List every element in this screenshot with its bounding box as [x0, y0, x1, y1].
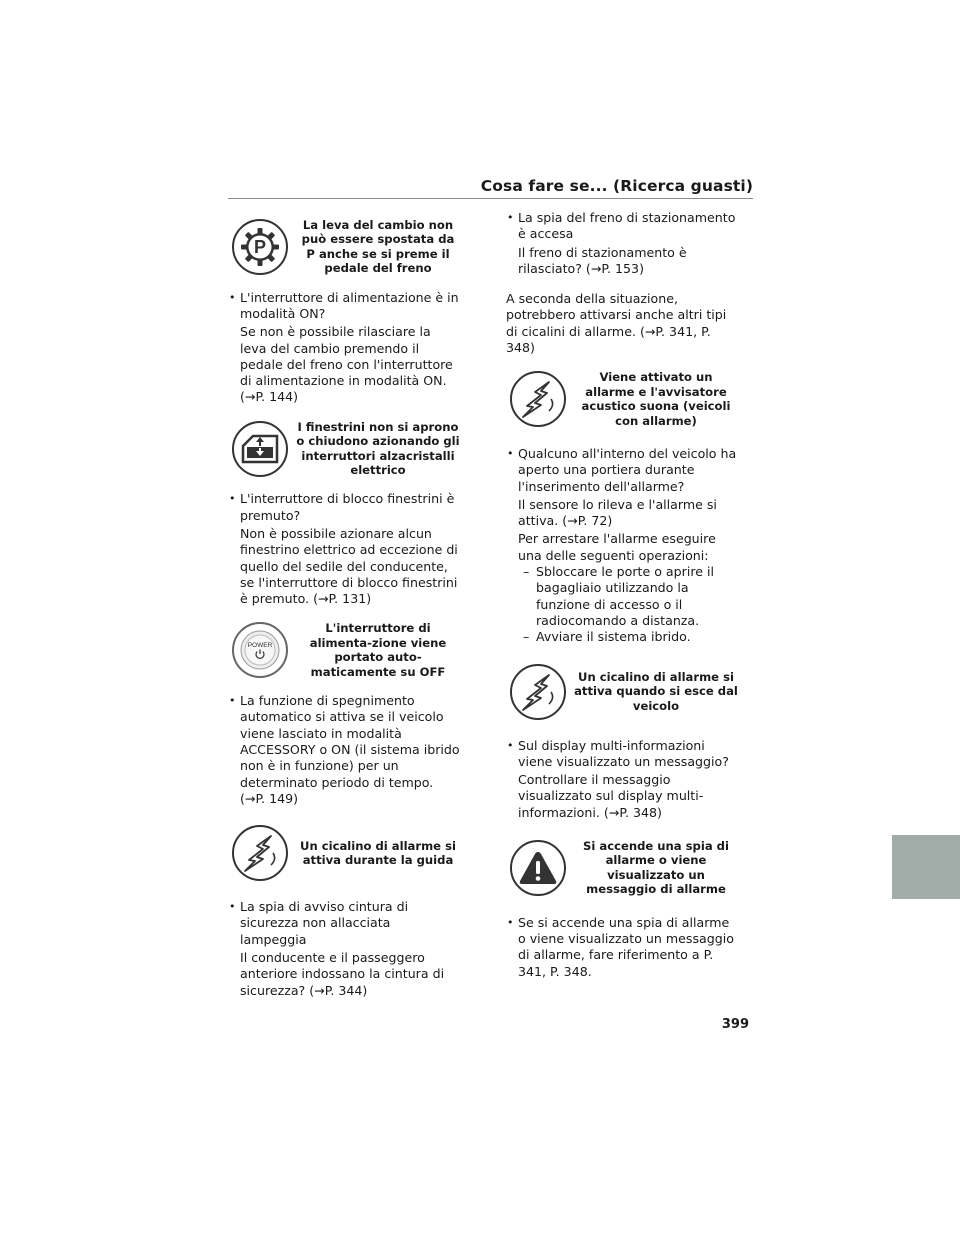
check-answer: Se non è possibile rilasciare la leva del cambio premendo il pedale del freno con l'interruttore di alimentazione in modalità ON. (→P. 144)	[240, 324, 453, 405]
symptom-title: Si accende una spia di allarme o viene visualizzato un messaggio di allarme	[583, 839, 729, 897]
left-column	[228, 218, 460, 1013]
p-gear-icon	[232, 219, 288, 275]
check-question: • La spia del freno di stazionamento è accesa	[506, 210, 738, 243]
check-item	[228, 899, 460, 999]
symptom-title: Viene attivato un allarme e l'avvisatore acustico suona (veicoli con allarme)	[581, 370, 731, 428]
symptom-title: Un cicalino di allarme si attiva durante la guida	[300, 838, 456, 868]
symptom-block	[506, 839, 738, 897]
check-answer: Il sensore lo rileva e l'allarme si attiva. (→P. 72)	[518, 496, 717, 529]
check-question: • Se si accende una spia di allarme o viene visualizzato un messaggio di allarme, fare riferimento a P. 341, P. 348.	[506, 915, 738, 980]
check-item	[228, 491, 460, 607]
check-question: • Qualcuno all'interno del veicolo ha aperto una portiera durante l'inserimento dell'allarme?	[506, 446, 738, 495]
check-question: • L'interruttore di alimentazione è in modalità ON?	[228, 290, 460, 323]
check-question: • Sul display multi-informazioni viene visualizzato un messaggio?	[506, 738, 738, 771]
symptom-block	[228, 621, 460, 679]
power-button-label: POWER	[247, 642, 273, 650]
check-answer: Il conducente e il passeggero anteriore indossano la cintura di sicurezza? (→P. 344)	[240, 950, 445, 998]
symptom-block	[228, 218, 460, 276]
symptom-block	[506, 370, 738, 428]
check-item	[228, 290, 460, 406]
warning-triangle-icon	[510, 840, 566, 896]
header-rule	[228, 198, 753, 199]
page-header-title: Cosa fare se... (Ricerca guasti)	[480, 177, 753, 195]
dash-list-item: – Avviare il sistema ibrido.	[506, 629, 738, 645]
check-item	[228, 693, 460, 807]
svg-text:P: P	[253, 236, 267, 257]
power-window-icon	[232, 421, 288, 477]
section-side-tab	[892, 835, 960, 899]
check-item	[506, 738, 738, 821]
check-answer: Il freno di stazionamento è rilasciato? (→P. 153)	[518, 244, 687, 276]
check-item	[506, 915, 738, 980]
info-paragraph: A seconda della situazione, potrebbero attivarsi anche altri tipi di cicalini di allarme. (→P. 341, P. 348)	[506, 291, 727, 356]
right-column	[506, 210, 738, 994]
symptom-block	[228, 420, 460, 478]
symptom-block	[506, 664, 738, 720]
symptom-block	[228, 825, 460, 881]
power-button-icon	[232, 622, 288, 678]
page-number: 399	[721, 1017, 749, 1032]
check-question: • L'interruttore di blocco finestrini è premuto?	[228, 491, 460, 524]
alarm-sound-icon	[510, 664, 566, 720]
symptom-title: L'interruttore di alimenta-zione viene portato auto-maticamente su OFF	[309, 621, 447, 679]
check-question: • La funzione di spegnimento automatico si attiva se il veicolo viene lasciato in modalità ACCESSORY o ON (il sistema ibrido non è in funzione) per un determinato periodo di tempo. (→P. 149)	[228, 693, 460, 807]
symptom-title: I finestrini non si aprono o chiudono azionando gli interruttori alzacristalli elettrico	[296, 419, 460, 477]
symptom-title: Un cicalino di allarme si attiva quando si esce dal veicolo	[574, 669, 738, 713]
symptom-title: La leva del cambio non può essere spostata da P anche se si preme il pedale del freno	[301, 218, 455, 276]
check-answer: Non è possibile azionare alcun finestrino elettrico ad eccezione di quello del sedile del conducente, se l'interruttore di blocco finestrini è premuto. (→P. 131)	[240, 525, 458, 607]
alarm-sound-icon	[510, 371, 566, 427]
check-item	[506, 446, 738, 646]
check-item	[506, 210, 738, 277]
check-question: • La spia di avviso cintura di sicurezza non allacciata lampeggia	[228, 899, 460, 948]
check-answer: Per arrestare l'allarme eseguire una delle seguenti operazioni:	[518, 531, 716, 563]
alarm-sound-icon	[232, 825, 288, 881]
dash-list-item: – Sbloccare le porte o aprire il bagagliaio utilizzando la funzione di accesso o il radiocomando a distanza.	[506, 564, 738, 629]
check-answer: Controllare il messaggio visualizzato sul display multi-informazioni. (→P. 348)	[518, 772, 704, 820]
